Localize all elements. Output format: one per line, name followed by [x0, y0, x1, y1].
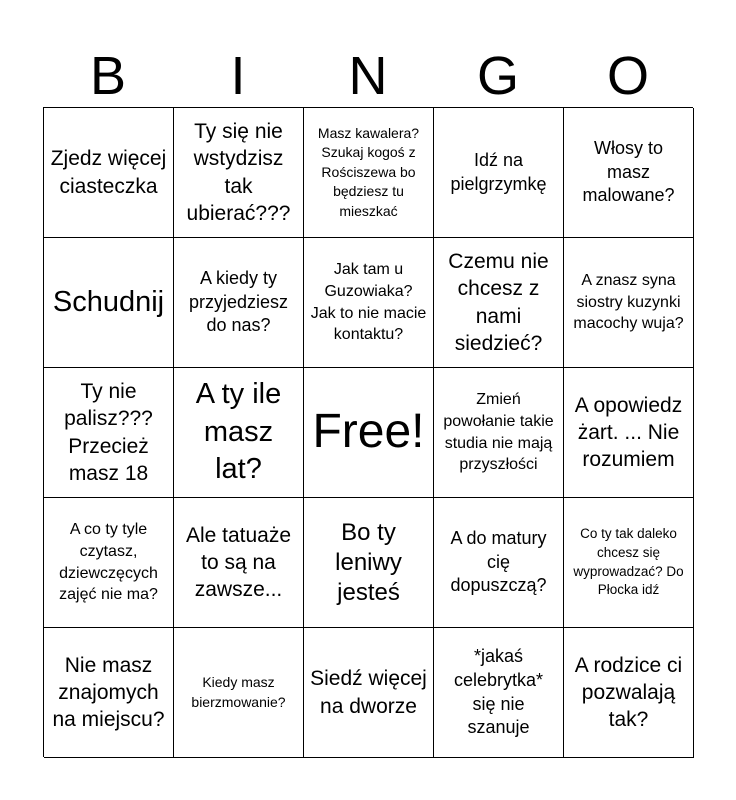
bingo-cell[interactable]: Ty się nie wstydzisz tak ubierać???	[174, 108, 304, 238]
bingo-cell[interactable]: Ty nie palisz??? Przecież masz 18	[44, 368, 174, 498]
bingo-cell[interactable]: Ale tatuaże to są na zawsze...	[174, 498, 304, 628]
bingo-cell[interactable]: Czemu nie chcesz z nami siedzieć?	[434, 238, 564, 368]
bingo-cell[interactable]: Zjedz więcej ciasteczka	[44, 108, 174, 238]
bingo-cell[interactable]: Co ty tak daleko chcesz się wyprowadzać? Do Płocka idź	[564, 498, 694, 628]
header-letter-n: N	[348, 46, 388, 106]
bingo-cell[interactable]: Włosy to masz malowane?	[564, 108, 694, 238]
bingo-header	[43, 44, 693, 108]
bingo-cell[interactable]: *jakaś celebrytka* się nie szanuje	[434, 628, 564, 758]
bingo-cell[interactable]: Masz kawalera? Szukaj kogoś z Rościszewa bo będziesz tu mieszkać	[304, 108, 434, 238]
bingo-cell[interactable]: A opowiedz żart. ... Nie rozumiem	[564, 368, 694, 498]
header-letter-i: I	[230, 46, 246, 106]
bingo-cell[interactable]: A rodzice ci pozwalają tak?	[564, 628, 694, 758]
header-letter-g: G	[476, 46, 519, 106]
bingo-cell[interactable]: Schudnij	[44, 238, 174, 368]
bingo-cell[interactable]: A kiedy ty przyjedziesz do nas?	[174, 238, 304, 368]
bingo-cell[interactable]: A ty ile masz lat?	[174, 368, 304, 498]
bingo-grid	[43, 107, 693, 757]
bingo-cell[interactable]: A do matury cię dopuszczą?	[434, 498, 564, 628]
bingo-cell[interactable]: Nie masz znajomych na miejscu?	[44, 628, 174, 758]
bingo-cell[interactable]: Idź na pielgrzymkę	[434, 108, 564, 238]
header-letter-o: O	[606, 46, 649, 106]
bingo-cell[interactable]: Jak tam u Guzowiaka? Jak to nie macie kontaktu?	[304, 238, 434, 368]
bingo-cell[interactable]: Bo ty leniwy jesteś	[304, 498, 434, 628]
bingo-cell[interactable]: Zmień powołanie takie studia nie mają przyszłości	[434, 368, 564, 498]
header-letter-b: B	[89, 46, 127, 106]
free-cell[interactable]: Free!	[304, 368, 434, 498]
bingo-cell[interactable]: A co ty tyle czytasz, dziewczęcych zajęć nie ma?	[44, 498, 174, 628]
bingo-cell[interactable]: Siedź więcej na dworze	[304, 628, 434, 758]
bingo-cell[interactable]: Kiedy masz bierzmowanie?	[174, 628, 304, 758]
bingo-cell[interactable]: A znasz syna siostry kuzynki macochy wuja?	[564, 238, 694, 368]
